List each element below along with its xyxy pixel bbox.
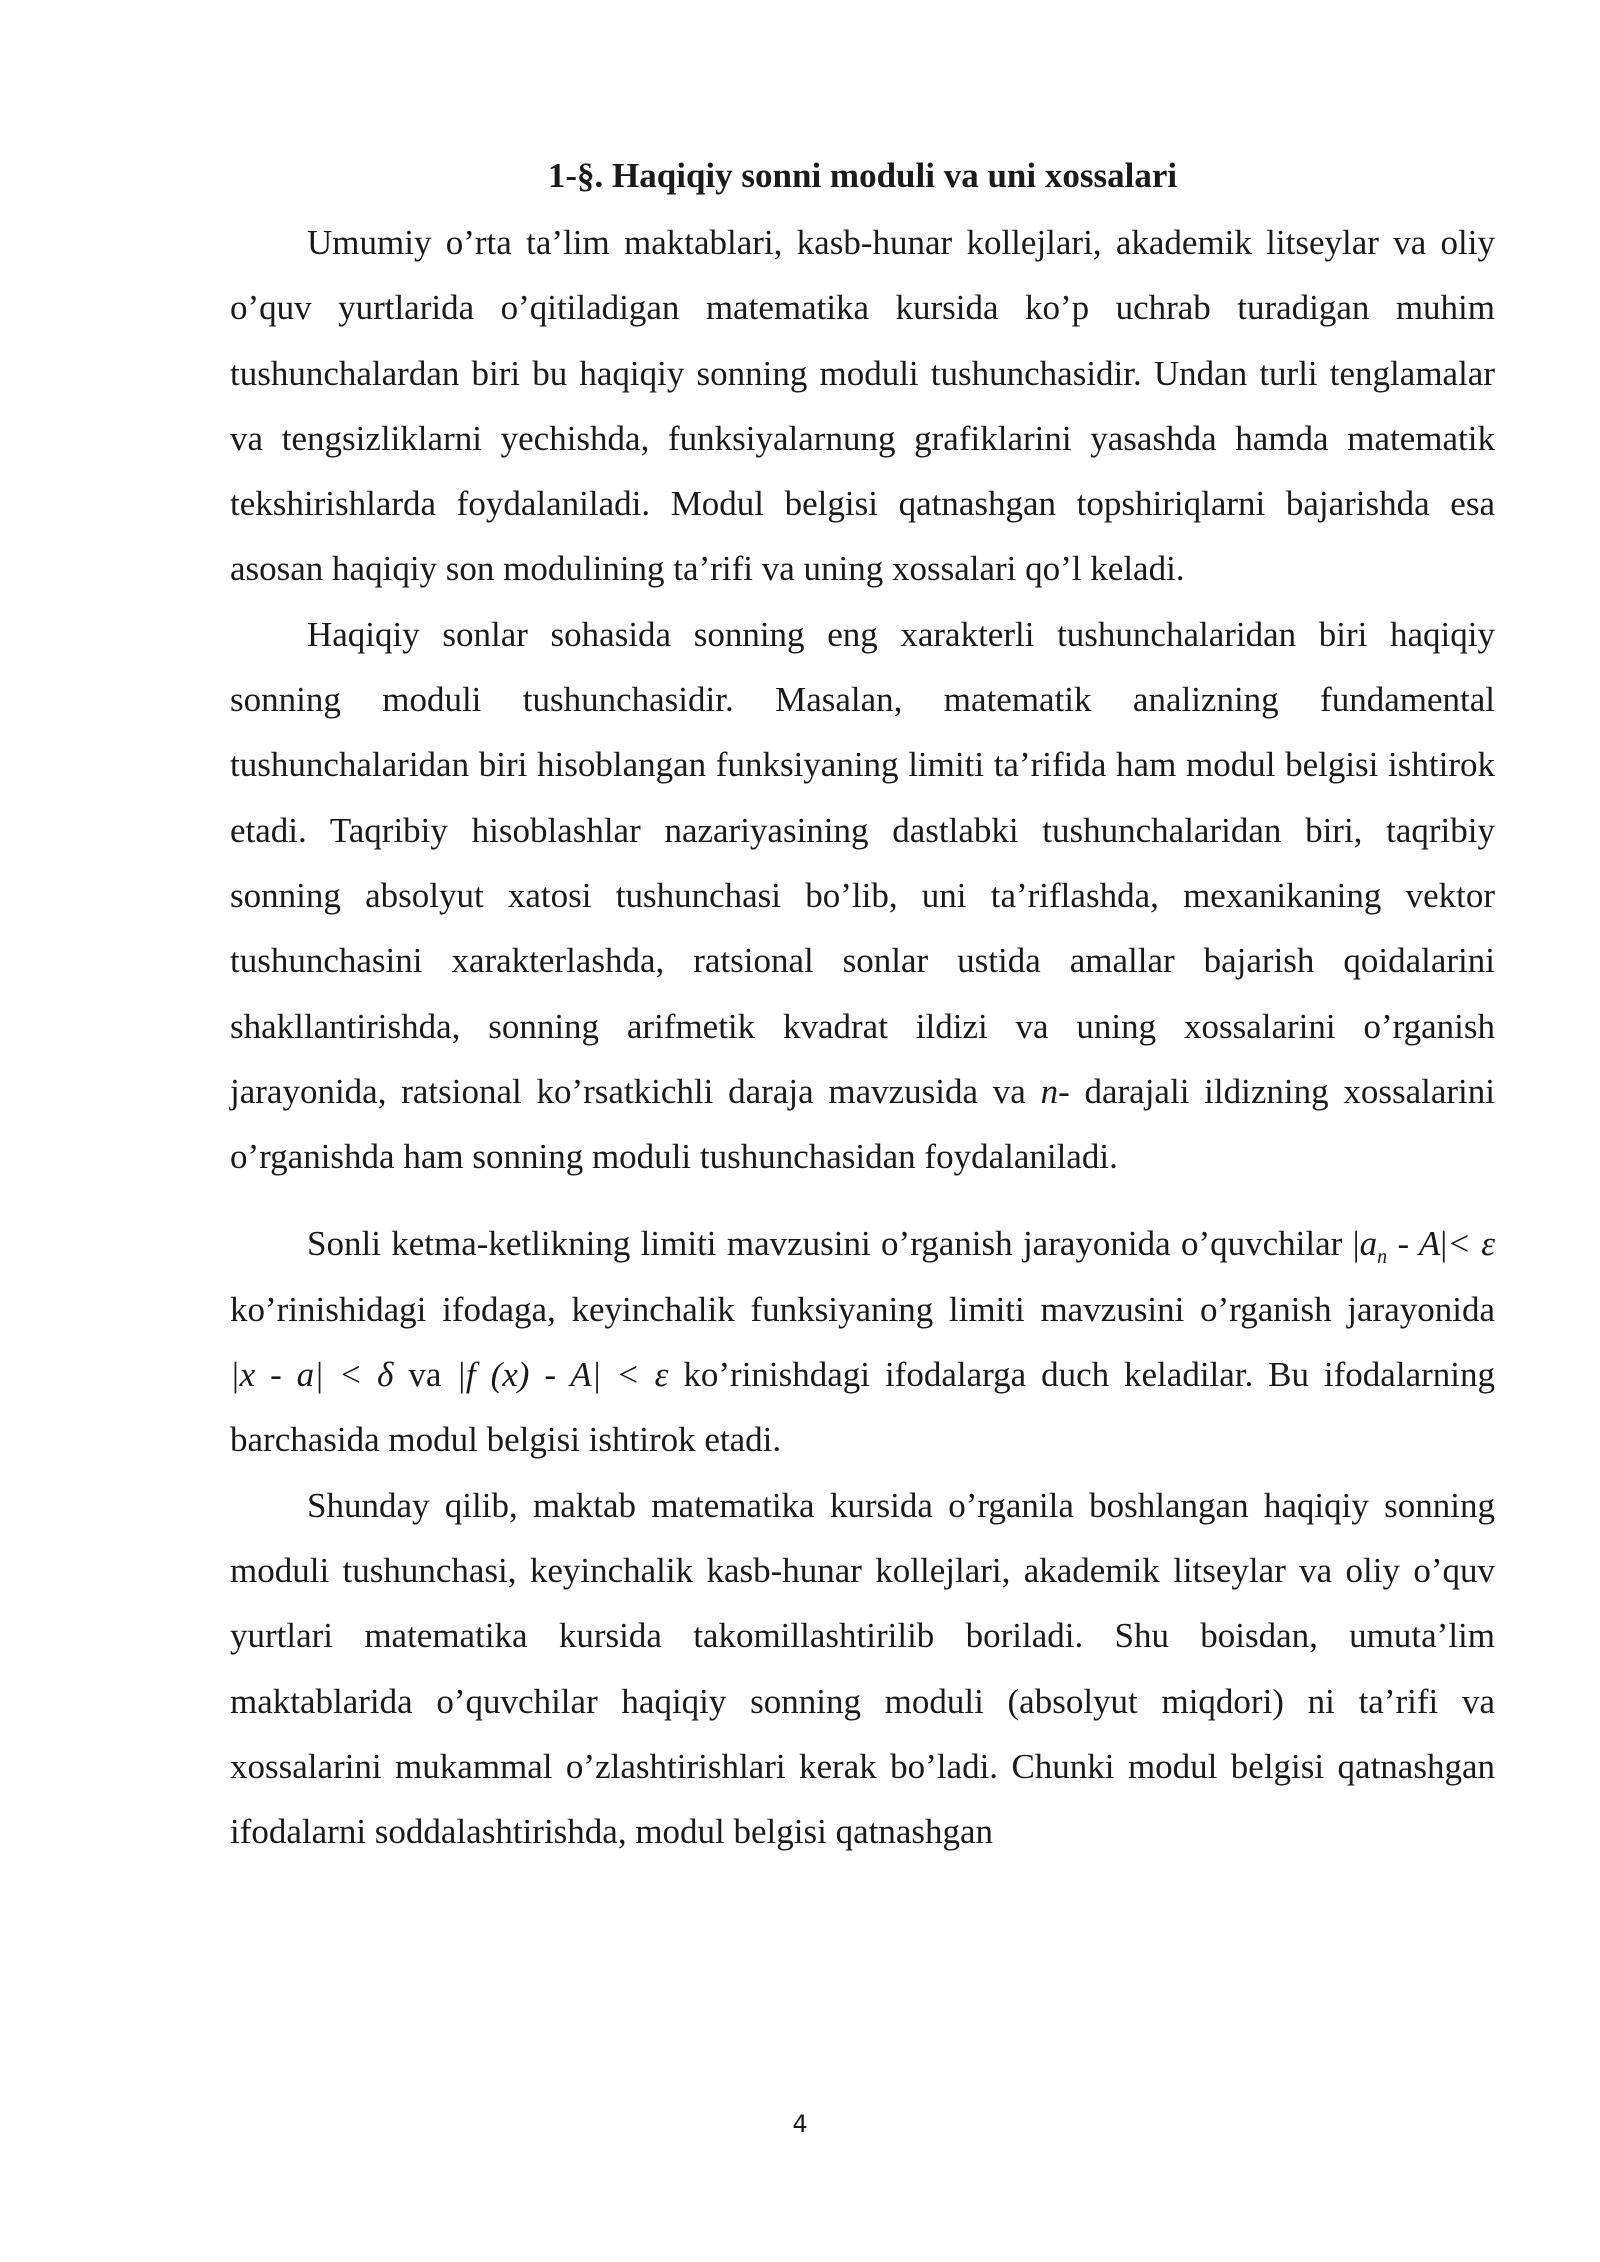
paragraph-4 xyxy=(230,1473,1495,1865)
paragraph-3-text-1: Sonli ketma-ketlikning limiti mavzusini o’rganish jarayonida o’quvchilar xyxy=(307,1224,1353,1264)
formula-sequence-limit: $|a_n - A|< \varepsilon$ xyxy=(1352,1224,1495,1269)
paragraph-3-text-4: ko’rinishdagi ifodalarga duch keladilar. Bu ifodalarning barchasida modul belgisi ishtirok etadi. xyxy=(230,1355,1495,1460)
variable-n: n xyxy=(1040,1071,1059,1111)
paragraph-1-text: Umumiy o’rta ta’lim maktablari, kasb-hunar kollejlari, akademik litseylar va oliy o’quv yurtlarida o’qitiladigan matematika kursida ko’p uchrab turadigan muhim tushunchalardan biri bu haqiqiy sonning moduli tushunchasidir. Undan turli tenglamalar va tengsizliklarni yechishda, funksiyalarnung grafiklarini yasashda hamda matematik tekshirishlarda foydalaniladi. Modul belgisi qatnashgan topshiriqlarni bajarishda esa asosan haqiqiy son modulining ta’rifi va uning xossalari qo’l keladi. xyxy=(230,223,1495,589)
paragraph-3-text-3: va xyxy=(393,1355,457,1395)
paragraph-4-text: Shunday qilib, maktab matematika kursida o’rganila boshlangan haqiqiy sonning moduli tushunchasi, keyinchalik kasb-hunar kollejlari, akademik litseylar va oliy o’quv yurtlari matematika kursida takomillashtirilib boriladi. Shu boisdan, umuta’lim maktablarida o’quvchilar haqiqiy sonning moduli (absolyut miqdori) ni ta’rifi va xossalarini mukammal o’zlashtirishlari kerak bo’ladi. Chunki modul belgisi qatnashgan ifodalarni soddalashtirishda, modul belgisi qatnashgan xyxy=(230,1485,1495,1852)
paragraph-2 xyxy=(230,602,1495,1190)
section-title: 1-§. Haqiqiy sonni moduli va uni xossalari xyxy=(547,156,1178,195)
formula-function-limit: |f (x) - A| < ε xyxy=(456,1355,669,1395)
formula-delta-neighborhood: |x - a| < δ xyxy=(230,1355,394,1395)
paragraph-3-text-2: ko’rinishidagi ifodaga, keyinchalik funksiyaning limiti mavzusini o’rganish jarayonida xyxy=(230,1289,1495,1329)
paragraph-3 xyxy=(230,1211,1495,1472)
document-page xyxy=(230,150,1495,1864)
page-number: 4 xyxy=(792,2110,808,2138)
paragraph-2-text-after: - darajali ildizning xossalarini o’rganishda ham sonning moduli tushunchasidan foydalaniladi. xyxy=(230,1071,1495,1177)
paragraph-2-text-before: Haqiqiy sonlar sohasida sonning eng xarakterli tushunchalaridan biri haqiqiy sonning moduli tushunchasidir. Masalan, matematik analizning fundamental tushunchalaridan biri hisoblangan funksiyaning limiti ta’rifida ham modul belgisi ishtirok etadi. Taqribiy hisoblashlar nazariyasining dastlabki tushunchalaridan biri, taqribiy sonning absolyut xatosi tushunchasi bo’lib, uni ta’riflashda, mexanikaning vektor tushunchasini xarakterlashda, ratsional sonlar ustida amallar bajarish qoidalarini shakllantirishda, sonning arifmetik kvadrat ildizi va uning xossalarini o’rganish jarayonida, ratsional ko’rsatkichli daraja mavzusida va xyxy=(230,614,1495,1111)
paragraph-1 xyxy=(230,210,1495,602)
